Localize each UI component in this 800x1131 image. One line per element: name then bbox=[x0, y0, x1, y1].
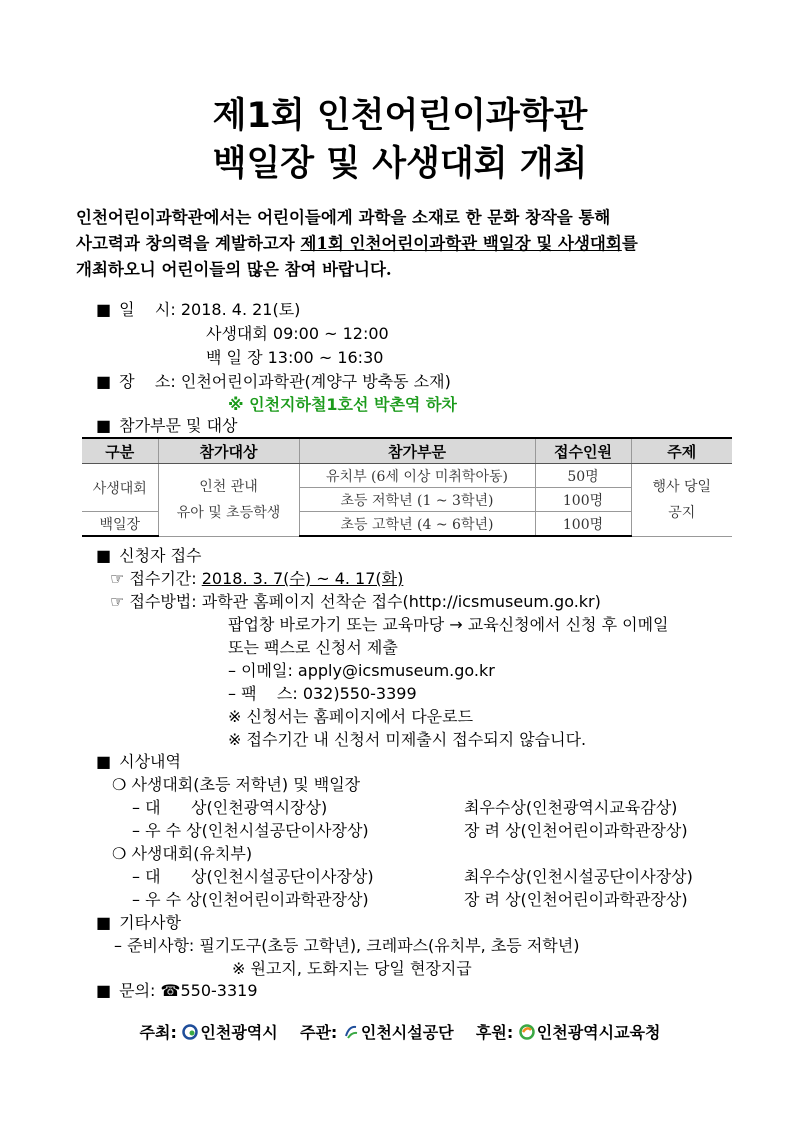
apply-method-line: 과학관 홈페이지 선착순 접수(http://icsmuseum.go.kr) bbox=[201, 592, 601, 611]
table-header: 구분 bbox=[82, 438, 158, 464]
bullet-square: ■ bbox=[96, 372, 112, 391]
topic-line: 공지 bbox=[668, 504, 696, 521]
awards-group-label: 사생대회(초등 저학년) 및 백일장 bbox=[131, 775, 361, 794]
schedule-label: 일 시: bbox=[119, 300, 176, 319]
apply-period-row bbox=[110, 566, 403, 589]
apply-period-label: 접수기간: bbox=[129, 569, 197, 588]
intro-text: 를 bbox=[621, 234, 638, 253]
host-label: 주최: bbox=[139, 1023, 177, 1042]
apply-heading bbox=[96, 543, 202, 566]
awards-title: 시상내역 bbox=[119, 752, 181, 771]
place-note: ※ 인천지하철1호선 박촌역 하차 bbox=[228, 395, 457, 414]
footer-sponsors bbox=[0, 1020, 800, 1043]
count-cell: 50명 bbox=[535, 464, 631, 488]
table-header: 주제 bbox=[631, 438, 732, 464]
circle-bullet-icon: ❍ bbox=[112, 775, 127, 794]
schedule-date: 2018. 4. 21(토) bbox=[180, 300, 301, 319]
award-item: – 대 상(인천시설공단이사장상) bbox=[132, 867, 374, 886]
award-item: – 우 수 상(인천시설공단이사장상) bbox=[132, 821, 369, 840]
awards-group-label: 사생대회(유치부) bbox=[131, 844, 253, 863]
table-header: 참가대상 bbox=[158, 438, 299, 464]
division-writing: 백일장 bbox=[82, 512, 158, 537]
award-item: 최우수상(인천광역시교육감상) bbox=[464, 798, 678, 817]
circle-bullet-icon: ❍ bbox=[112, 844, 127, 863]
bullet-square: ■ bbox=[96, 752, 112, 771]
bullet-square: ■ bbox=[96, 300, 112, 319]
apply-email: – 이메일: apply@icsmuseum.go.kr bbox=[228, 661, 495, 680]
sponsor-name: 인천광역시교육청 bbox=[536, 1023, 661, 1042]
intro-text: 사고력과 창의력을 계발하고자 bbox=[76, 234, 301, 253]
intro-paragraph bbox=[76, 205, 736, 283]
award-item: 장 려 상(인천어린이과학관장상) bbox=[464, 821, 688, 840]
awards-group-title bbox=[112, 772, 360, 795]
count-cell: 100명 bbox=[535, 512, 631, 537]
apply-fax: – 팩 스: 032)550-3399 bbox=[228, 684, 417, 703]
table-header: 접수인원 bbox=[535, 438, 631, 464]
contact-label: 문의: bbox=[119, 981, 156, 1000]
award-item: – 우 수 상(인천어린이과학관장상) bbox=[132, 890, 369, 909]
category-cell: 유치부 (6세 이상 미취학아동) bbox=[299, 464, 535, 488]
facilities-corp-logo-icon bbox=[343, 1024, 359, 1040]
incheon-city-logo-icon bbox=[182, 1024, 198, 1040]
category-cell: 초등 저학년 (1 ~ 3학년) bbox=[299, 488, 535, 512]
apply-period-value: 2018. 3. 7(수) ~ 4. 17(화) bbox=[201, 569, 404, 588]
etc-heading bbox=[96, 910, 181, 933]
host-name: 인천광역시 bbox=[200, 1023, 278, 1042]
award-item: – 대 상(인천광역시장상) bbox=[132, 798, 328, 817]
award-item: 최우수상(인천시설공단이사장상) bbox=[464, 867, 693, 886]
place-value: 인천어린이과학관(계양구 방축동 소재) bbox=[180, 372, 451, 391]
contact-phone: ☎550-3319 bbox=[160, 981, 258, 1000]
hand-pointer-icon: ☞ bbox=[110, 592, 125, 611]
intro-highlight: 제1회 인천어린이과학관 백일장 및 사생대회 bbox=[300, 234, 622, 253]
etc-prep: – 준비사항: 필기도구(초등 고학년), 크레파스(유치부, 초등 저학년) bbox=[114, 936, 580, 955]
bullet-square: ■ bbox=[96, 416, 112, 435]
intro-line bbox=[76, 231, 736, 257]
page-title-line1: 제1회 인천어린이과학관 bbox=[212, 96, 588, 136]
apply-note: ※ 접수기간 내 신청서 미제출시 접수되지 않습니다. bbox=[228, 730, 587, 749]
target-line: 유아 및 초등학생 bbox=[176, 504, 281, 521]
awards-heading bbox=[96, 749, 181, 772]
awards-group-title bbox=[112, 841, 252, 864]
organizer-label: 주관: bbox=[299, 1023, 338, 1042]
table-header: 참가부문 bbox=[299, 438, 535, 464]
table-row bbox=[82, 464, 732, 488]
schedule-row bbox=[96, 297, 300, 320]
bullet-square: ■ bbox=[96, 981, 112, 1000]
schedule-writing-time: 백 일 장 13:00 ~ 16:30 bbox=[206, 348, 384, 367]
apply-note: ※ 신청서는 홈페이지에서 다운로드 bbox=[228, 707, 474, 726]
education-office-logo-icon bbox=[519, 1024, 535, 1040]
categories-title: 참가부문 및 대상 bbox=[119, 416, 238, 435]
contact-row bbox=[96, 978, 258, 1001]
categories-table bbox=[82, 437, 732, 537]
page-title-line2: 백일장 및 사생대회 개최 bbox=[212, 144, 588, 184]
place-label: 장 소: bbox=[119, 372, 176, 391]
apply-method-line: 팝업창 바로가기 또는 교육마당 → 교육신청에서 신청 후 이메일 bbox=[228, 615, 669, 634]
hand-pointer-icon: ☞ bbox=[110, 569, 125, 588]
topic-line: 행사 당일 bbox=[652, 478, 712, 495]
apply-method-line: 또는 팩스로 신청서 제출 bbox=[228, 638, 398, 657]
target-cell bbox=[158, 464, 299, 537]
bullet-square: ■ bbox=[96, 546, 112, 565]
etc-prep-note: ※ 원고지, 도화지는 당일 현장지급 bbox=[232, 959, 472, 978]
intro-line: 인천어린이과학관에서는 어린이들에게 과학을 소재로 한 문화 창작을 통해 bbox=[76, 208, 611, 227]
apply-title: 신청자 접수 bbox=[119, 546, 202, 565]
etc-title: 기타사항 bbox=[119, 913, 181, 932]
sponsor-label: 후원: bbox=[475, 1023, 514, 1042]
place-row bbox=[96, 369, 451, 392]
table-header-row bbox=[82, 438, 732, 464]
count-cell: 100명 bbox=[535, 488, 631, 512]
apply-method-row bbox=[110, 589, 601, 612]
organizer-name: 인천시설공단 bbox=[360, 1023, 454, 1042]
target-line: 인천 관내 bbox=[199, 478, 258, 495]
apply-method-label: 접수방법: bbox=[129, 592, 197, 611]
bullet-square: ■ bbox=[96, 913, 112, 932]
intro-line: 개최하오니 어린이들의 많은 참여 바랍니다. bbox=[76, 260, 392, 279]
topic-cell bbox=[631, 464, 732, 537]
categories-heading bbox=[96, 413, 238, 436]
division-drawing: 사생대회 bbox=[82, 464, 158, 512]
category-cell: 초등 고학년 (4 ~ 6학년) bbox=[299, 512, 535, 537]
schedule-drawing-time: 사생대회 09:00 ~ 12:00 bbox=[206, 324, 389, 343]
award-item: 장 려 상(인천어린이과학관장상) bbox=[464, 890, 688, 909]
